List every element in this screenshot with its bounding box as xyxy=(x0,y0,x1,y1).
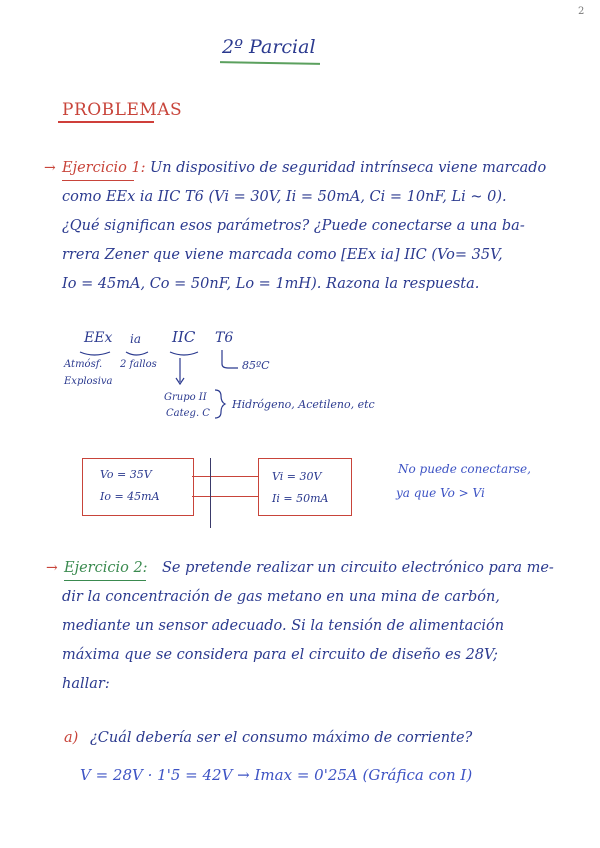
separator-line xyxy=(210,458,211,528)
exercise-2-line-2: dir la concentración de gas metano en una mina de carbón, xyxy=(62,589,500,605)
exercise-2-underline xyxy=(64,580,146,581)
marking-iic: IIC xyxy=(172,328,196,346)
answer-a: V = 28V · 1'5 = 42V → Imax = 0'25A (Gráfica con I) xyxy=(80,766,473,784)
label-categoria: Categ. C xyxy=(166,408,210,419)
barrier-vo: Vo = 35V xyxy=(100,468,152,481)
barrier-io: Io = 45mA xyxy=(100,490,160,503)
label-gases: Hidrógeno, Acetileno, etc xyxy=(232,398,375,411)
exercise-1-line-3: ¿Qué significan esos parámetros? ¿Puede conectarse a una ba- xyxy=(62,218,525,234)
question-a-label: a) xyxy=(64,730,79,746)
exercise-1-line-4: rrera Zener que viene marcada como [EEx ia] IIC (Vo= 35V, xyxy=(62,247,503,263)
device-box xyxy=(258,458,352,516)
label-grupo: Grupo II xyxy=(164,392,207,403)
barrier-box xyxy=(82,458,194,516)
exercise-2-line-1: Se pretende realizar un circuito electrónico para me- xyxy=(162,560,554,576)
exercise-2-label: Ejercicio 2: xyxy=(64,560,148,576)
page-number: 2 xyxy=(578,6,585,17)
device-ii: Ii = 50mA xyxy=(272,492,329,505)
exercise-2-line-3: mediante un sensor adecuado. Si la tensión de alimentación xyxy=(62,618,505,634)
label-atmosfera: Atmósf. xyxy=(64,359,103,370)
device-vi: Vi = 30V xyxy=(272,470,322,483)
exercise-2-line-4: máxima que se considera para el circuito de diseño es 28V; xyxy=(62,647,498,663)
connection-line-top xyxy=(192,476,258,477)
section-heading: PROBLEMAS xyxy=(62,100,183,120)
exercise-1-label: Ejercicio 1: xyxy=(62,160,146,176)
question-a-text: ¿Cuál debería ser el consumo máximo de corriente? xyxy=(90,730,473,746)
label-fallos: 2 fallos xyxy=(120,359,157,370)
label-temperature: 85ºC xyxy=(242,359,270,372)
conclusion-line-1: No puede conectarse, xyxy=(398,462,531,476)
arrow-icon: → xyxy=(46,560,58,576)
exercise-1-line-5: Io = 45mA, Co = 50nF, Lo = 1mH). Razona la respuesta. xyxy=(62,276,480,292)
exercise-2-line-5: hallar: xyxy=(62,676,110,692)
label-explosiva: Explosiva xyxy=(64,376,113,387)
marking-t6: T6 xyxy=(215,330,234,346)
marking-eex: EEx xyxy=(84,330,113,346)
marking-ia: ia xyxy=(130,332,141,346)
conclusion-line-2: ya que Vo > Vi xyxy=(396,486,485,500)
exercise-1-line-2: como EEx ia IIC T6 (Vi = 30V, Ii = 50mA, Ci = 10nF, Li ~ 0). xyxy=(62,189,507,205)
connection-line-bottom xyxy=(192,496,258,497)
page-title: 2º Parcial xyxy=(222,36,316,58)
exercise-1-line-1: Un dispositivo de seguridad intrínseca viene marcado xyxy=(150,160,547,176)
arrow-icon: → xyxy=(44,160,56,176)
